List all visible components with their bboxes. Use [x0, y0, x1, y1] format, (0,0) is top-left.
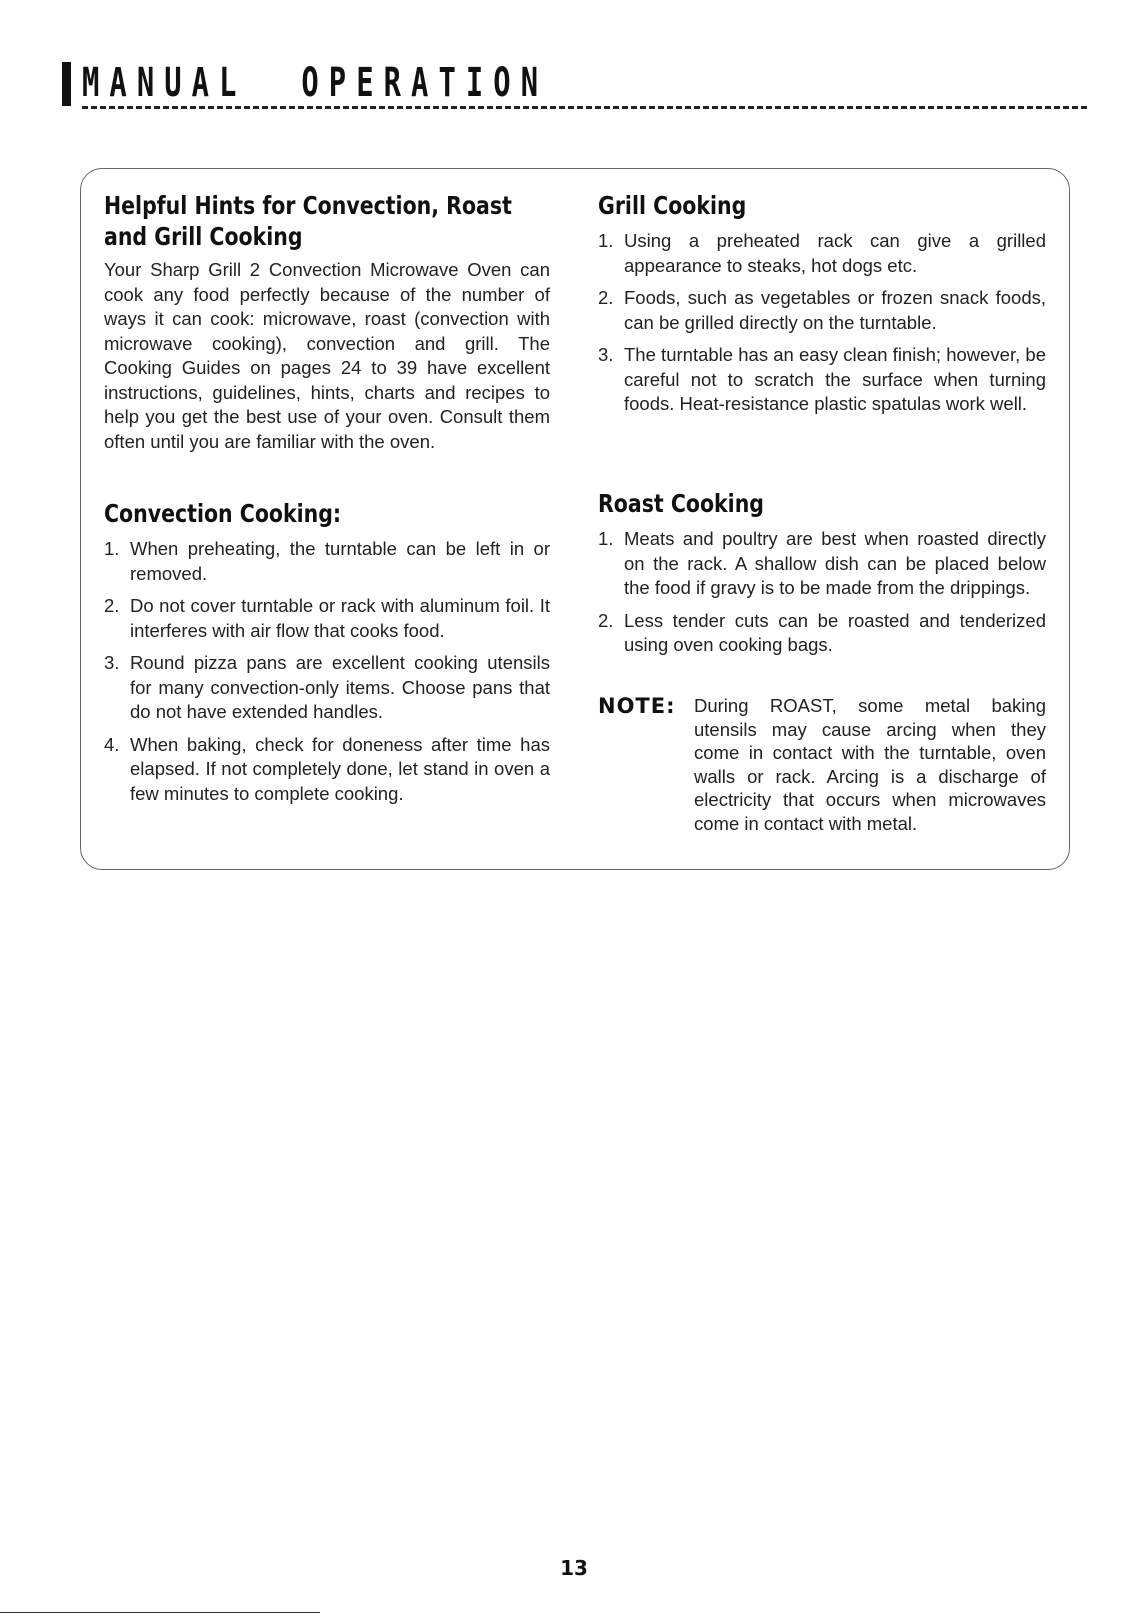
list-item: 3. The turntable has an easy clean finish; however, be careful not to scratch the surface when turning foods. Heat-resistance plastic spatulas work well. — [598, 344, 1046, 414]
header-bar — [62, 62, 71, 106]
roast-list — [598, 527, 1046, 658]
note-label: NOTE: — [598, 694, 676, 718]
footer-rule — [0, 1612, 320, 1613]
header-dashed-rule — [82, 106, 1087, 109]
list-item: 1. Meats and poultry are best when roasted directly on the rack. A shallow dish can be placed below the food if gravy is to be made from the drippings. — [598, 528, 1046, 598]
convection-section — [104, 498, 550, 814]
helpful-hints-section — [104, 190, 550, 454]
helpful-hints-title: Helpful Hints for Convection, Roast and Grill Cooking — [104, 191, 512, 251]
page-number: 13 — [560, 1556, 588, 1580]
section-header — [62, 56, 1087, 112]
note-text: During ROAST, some metal baking utensils may cause arcing when they come in contact with the turntable, oven walls or rack. Arcing is a discharge of electricity that occurs when microwaves come in contact with metal. — [694, 695, 1046, 834]
note-block — [598, 694, 1046, 835]
list-item: 1. When preheating, the turntable can be left in or removed. — [104, 538, 550, 584]
list-item: 3. Round pizza pans are excellent cooking utensils for many convection-only items. Choose pans that do not have extended handles. — [104, 652, 550, 722]
grill-title: Grill Cooking — [598, 191, 747, 220]
list-item: 2. Do not cover turntable or rack with aluminum foil. It interferes with air flow that cooks food. — [104, 595, 550, 641]
convection-list — [104, 537, 550, 806]
roast-section — [598, 488, 1046, 666]
roast-title: Roast Cooking — [598, 489, 764, 518]
list-item: 1. Using a preheated rack can give a grilled appearance to steaks, hot dogs etc. — [598, 230, 1046, 276]
grill-list — [598, 229, 1046, 417]
list-item: 2. Less tender cuts can be roasted and tenderized using oven cooking bags. — [598, 609, 1046, 655]
helpful-hints-body: Your Sharp Grill 2 Convection Microwave Oven can cook any food perfectly because of the number of ways it can cook: microwave, roast (convection with microwave cooking), convection and grill. The Cooking Guides on pages 24 to 39 have excellent instructions, guidelines, hints, charts and recipes to help you get the best use of your oven. Consult them often until you are familiar with the oven. — [104, 259, 550, 452]
list-item: 4. When baking, check for doneness after time has elapsed. If not completely done, let stand in oven a few minutes to complete cooking. — [104, 733, 550, 804]
grill-section — [598, 190, 1046, 425]
convection-title: Convection Cooking: — [104, 499, 342, 528]
section-title: MANUAL OPERATION — [82, 60, 549, 106]
list-item: 2. Foods, such as vegetables or frozen snack foods, can be grilled directly on the turntable. — [598, 287, 1046, 333]
